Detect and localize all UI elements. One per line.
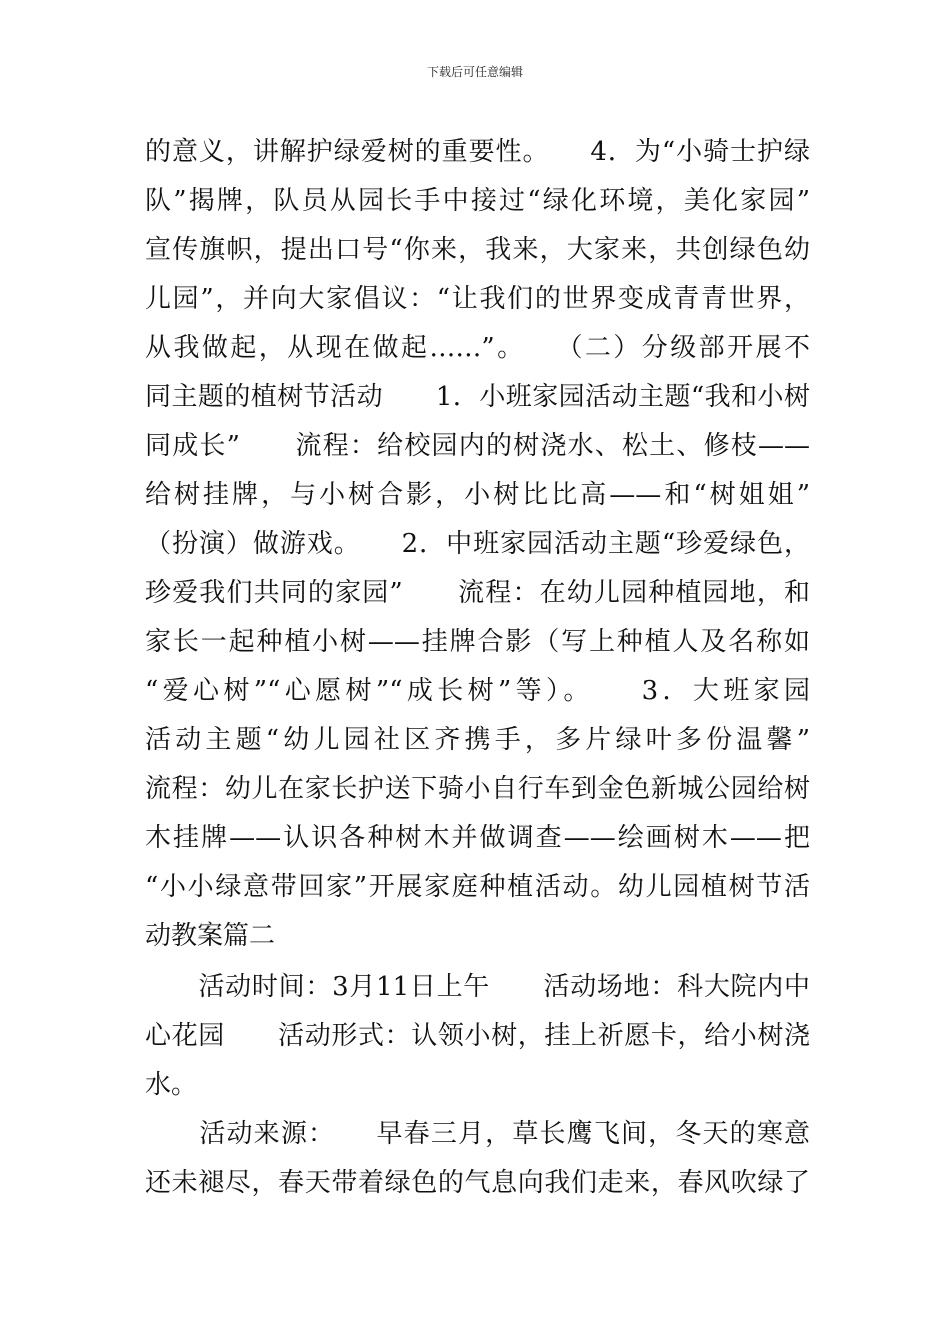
page-header: 下载后可任意编辑	[426, 65, 523, 79]
text-line: 心花园 活动形式：认领小树，挂上祈愿卡，给小树浇	[145, 1021, 810, 1051]
paragraph-activity-info	[145, 963, 810, 1110]
text-line: 同主题的植树节活动 1．小班家园活动主题“我和小树	[145, 382, 810, 412]
text-line: 活动时间：3月11日上午 活动场地：科大院内中	[145, 972, 810, 1002]
text-line: 活动主题“幼儿园社区齐携手，多片绿叶多份温馨”	[145, 725, 810, 755]
text-line: 动教案篇二	[145, 921, 276, 951]
text-line: “爱心树”“心愿树”“成长树”等）。 3．大班家园	[145, 676, 810, 706]
text-line: 木挂牌——认识各种树木并做调查——绘画树木——把	[145, 823, 810, 853]
text-line: “小小绿意带回家”开展家庭种植活动。幼儿园植树节活	[145, 872, 810, 902]
text-line: 水。	[145, 1070, 198, 1100]
text-line: 同成长” 流程：给校园内的树浇水、松土、修枝——	[145, 431, 810, 461]
document-body	[145, 128, 810, 1208]
text-line: 宣传旗帜，提出口号“你来，我来，大家来，共创绿色幼	[145, 235, 810, 265]
text-line: 从我做起，从现在做起……”。 （二）分级部开展不	[145, 333, 810, 363]
text-line: 流程：幼儿在家长护送下骑小自行车到金色新城公园给树	[145, 774, 810, 804]
text-line: 还未褪尽，春天带着绿色的气息向我们走来，春风吹绿了	[145, 1168, 810, 1198]
text-line: 家长一起种植小树——挂牌合影（写上种植人及名称如	[145, 627, 810, 657]
text-line: 队”揭牌，队员从园长手中接过“绿化环境，美化家园”	[145, 186, 810, 216]
paragraph-activity-flow	[145, 128, 810, 961]
text-line: 给树挂牌，与小树合影，小树比比高——和“树姐姐”	[145, 480, 810, 510]
paragraph-activity-source	[145, 1110, 810, 1208]
text-line: （扮演）做游戏。 2．中班家园活动主题“珍爱绿色，	[145, 529, 810, 559]
text-line: 儿园”，并向大家倡议：“让我们的世界变成青青世界，	[145, 284, 810, 314]
text-line: 活动来源： 早春三月，草长鹰飞间，冬天的寒意	[145, 1119, 810, 1149]
text-line: 珍爱我们共同的家园” 流程：在幼儿园种植园地，和	[145, 578, 810, 608]
text-line: 的意义，讲解护绿爱树的重要性。 4．为“小骑士护绿	[145, 137, 810, 167]
